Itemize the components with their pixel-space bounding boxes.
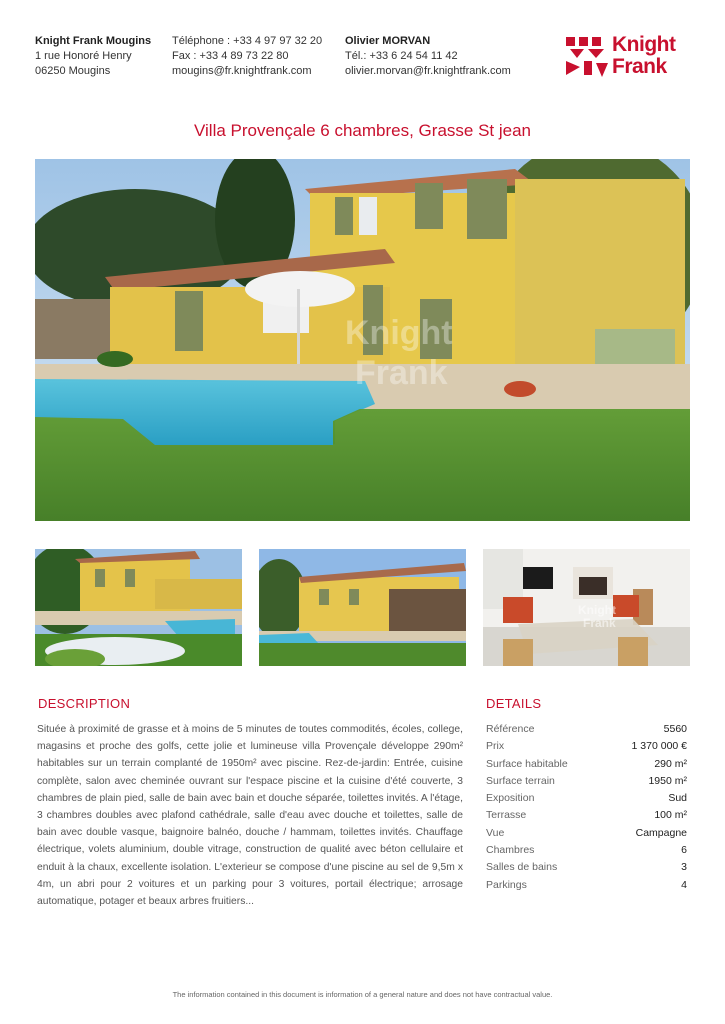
details-label: Exposition <box>486 792 535 805</box>
agent-email[interactable]: olivier.morvan@fr.knightfrank.com <box>345 65 511 77</box>
details-value: 4 <box>681 878 687 891</box>
thumb-watermark-line2: Frank <box>583 616 616 630</box>
details-label: Terrasse <box>486 809 527 822</box>
contact-phone: Téléphone : +33 4 97 97 32 20 <box>172 35 323 47</box>
details-label: Chambres <box>486 844 535 857</box>
thumbnail-villa-facade[interactable] <box>259 549 466 666</box>
details-row-parking <box>486 877 687 894</box>
details-row-land-area <box>486 773 687 790</box>
contact-block <box>172 34 322 79</box>
details-row-terrace <box>486 807 687 824</box>
agent-phone: Tél.: +33 6 24 54 11 42 <box>345 50 458 62</box>
logo-wordmark <box>612 34 675 78</box>
agency-name: Knight Frank Mougins <box>35 35 152 47</box>
details-row-reference <box>486 721 687 738</box>
main-villa-photo[interactable] <box>35 159 690 521</box>
thumb-watermark-line1: Knight <box>578 603 616 617</box>
details-row-exposure <box>486 790 687 807</box>
details-row-bathrooms <box>486 859 687 876</box>
knight-frank-mark-icon <box>566 37 608 79</box>
details-value: Campagne <box>635 826 687 839</box>
details-value: 6 <box>681 844 687 857</box>
watermark-line2: Frank <box>355 354 448 392</box>
description-text: Située à proximité de grasse et à moins de 5 minutes de toutes commodités, écoles, college, magasins et proche des golfs, cette jolie et lumineuse villa Provençale développe 290m² habitables sur un terrain complanté de 1950m² avec piscine. Rez-de-jardin: Entrée, cuisine complète, salon avec cheminée ouvrant sur l'espace piscine et la cuisine d'été couverte, 3 chambres de plain pied, salle de bain avec bain et douche séparée, toilettes invités. A l'étage, 3 chambres doubles avec plafond cathédrale, salle d'eau avec douche et toilettes, salle de bain avec double vasque, baignoire balnéo, douche / hammam, toilettes invités. Chauffage électrique, volets aluminium, double vitrage, construction de qualité avec béton cellulaire et enduit à la chaux, excellente isolation. L'exterieur se compose d'une piscine au sel de 9,5m x 4m, un abri pour 2 voitures et un parking pour 3 voitures, portail électrique; arrosage automatique, potager et beaux arbres fruitiers... <box>37 724 463 908</box>
details-label: Vue <box>486 826 505 839</box>
details-value: 3 <box>681 861 687 874</box>
details-row-view <box>486 825 687 842</box>
details-table <box>486 721 687 894</box>
disclaimer-footer: The information contained in this document is information of a general nature and does not have contractual value. <box>172 990 553 999</box>
contact-email[interactable]: mougins@fr.knightfrank.com <box>172 65 312 77</box>
details-label: Prix <box>486 740 505 753</box>
details-row-bedrooms <box>486 842 687 859</box>
knight-frank-logo <box>566 34 688 82</box>
thumbnail-villa-garden[interactable] <box>35 549 242 666</box>
details-label: Référence <box>486 723 535 735</box>
agency-address-line2: 06250 Mougins <box>35 65 111 77</box>
agent-block <box>345 34 511 79</box>
details-row-price <box>486 738 687 755</box>
agency-address-line1: 1 rue Honoré Henry <box>35 50 132 62</box>
property-title: Villa Provençale 6 chambres, Grasse St jean <box>193 121 532 140</box>
details-label: Salles de bains <box>486 861 558 874</box>
agent-name: Olivier MORVAN <box>345 35 431 47</box>
logo-line2: Frank <box>612 55 667 78</box>
watermark-line1: Knight <box>345 314 453 352</box>
agency-block <box>35 34 151 79</box>
details-label: Surface terrain <box>486 774 555 787</box>
description-heading: DESCRIPTION <box>38 696 131 711</box>
details-value: 100 m² <box>654 809 687 822</box>
details-heading: DETAILS <box>486 696 542 711</box>
logo-line1: Knight <box>612 33 676 56</box>
contact-fax: Fax : +33 4 89 73 22 80 <box>172 50 289 62</box>
details-value: 290 m² <box>654 757 687 770</box>
details-value: 1 370 000 € <box>631 740 687 753</box>
details-value: Sud <box>668 792 687 805</box>
details-row-living-area <box>486 756 687 773</box>
details-value: 5560 <box>663 723 687 735</box>
details-value: 1950 m² <box>648 774 687 787</box>
details-label: Surface habitable <box>486 757 568 770</box>
details-label: Parkings <box>486 878 527 891</box>
thumbnail-living-room[interactable] <box>483 549 690 666</box>
